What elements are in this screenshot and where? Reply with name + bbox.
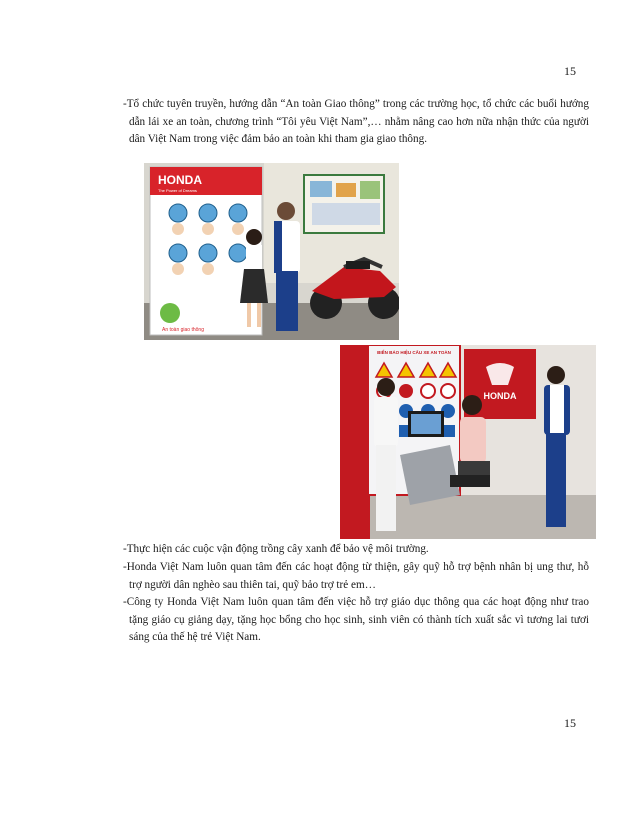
sign-board-title: BIỂN BÁO HIỆU CẤU XE AN TOÀN	[377, 350, 451, 355]
honda-board-tagline: The Power of Dreams	[158, 188, 197, 193]
dealer-logo: HONDA	[483, 391, 517, 401]
paragraph-education-support: -Công ty Honda Việt Nam luôn quan tâm đến việc hỗ trợ giáo dục thông qua các hoạt động như trao tặng giáo cụ giảng dạy, tặng học bổng cho học sinh, sinh viên có thành tích xuất sắc vì tương lai tươi sáng của thế hệ trẻ Việt Nam.	[123, 596, 589, 643]
paragraph-charity: -Honda Việt Nam luôn quan tâm đến các hoạt động từ thiện, gây quỹ hỗ trợ bệnh nhân bị ung thư, hỗ trợ người dân nghèo sau thiên tai, quỹ bảo trợ trẻ em…	[123, 561, 589, 591]
photo-riding-simulator	[340, 345, 596, 539]
page-number-top: 15	[564, 64, 576, 78]
paragraph-tree-planting: -Thực hiện các cuộc vận động trồng cây xanh để bảo vệ môi trường.	[123, 543, 429, 555]
board-caption: An toàn giao thông	[162, 327, 204, 333]
page-number-bottom: 15	[564, 716, 576, 730]
honda-board-logo: HONDA	[158, 173, 202, 187]
photo-traffic-safety-lesson	[144, 163, 399, 340]
paragraph-traffic-safety: -Tổ chức tuyên truyền, hướng dẫn “An toàn Giao thông” trong các trường học, tổ chức các buổi hướng dẫn lái xe an toàn, chương trình “Tôi yêu Việt Nam”,… nhằm nâng cao hơn nữa nhận thức của người dân Việt Nam trong việc đảm bảo an toàn khi tham gia giao thông.	[123, 98, 589, 145]
